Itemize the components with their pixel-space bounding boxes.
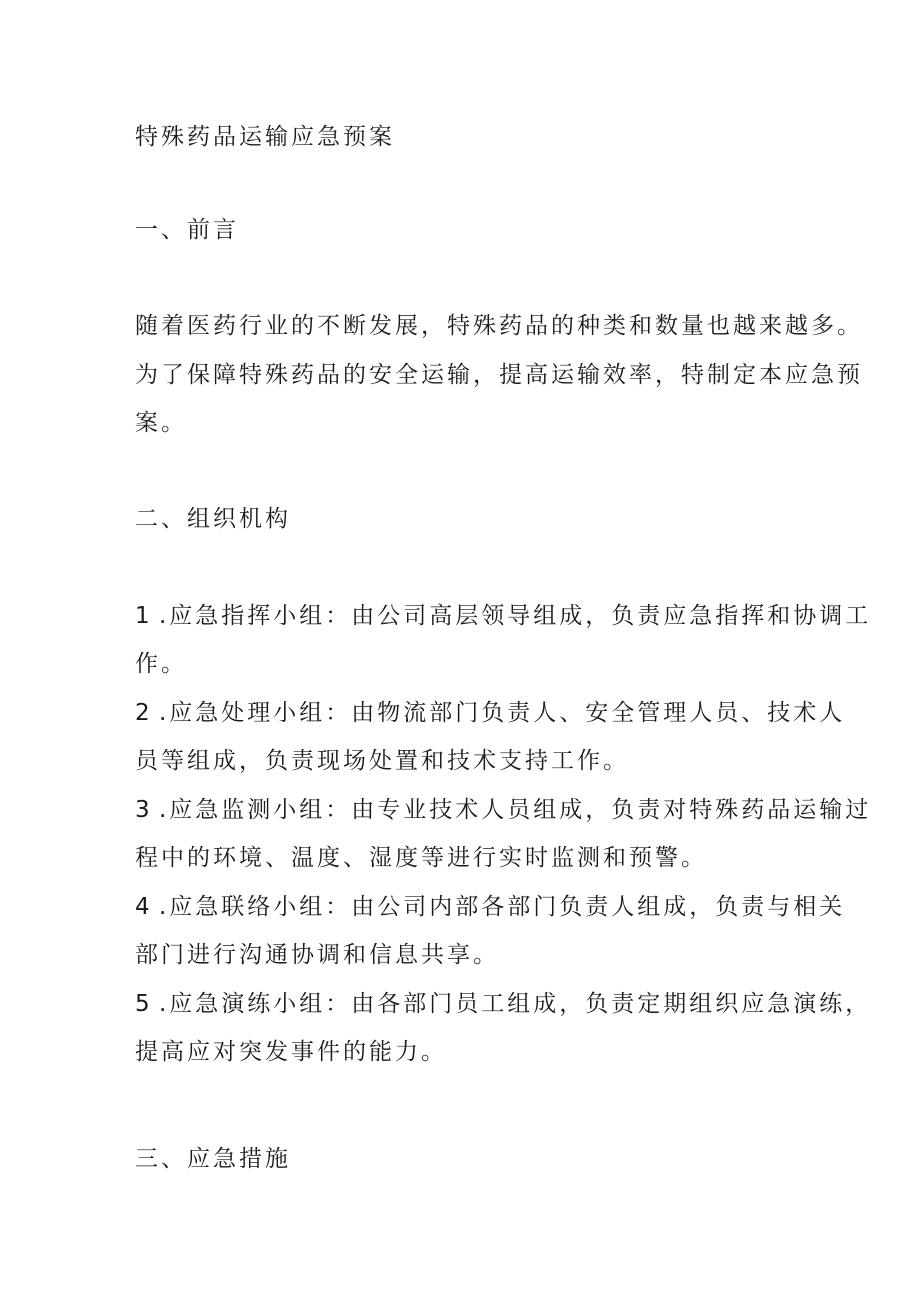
preface-paragraph-line: 随着医药行业的不断发展，特殊药品的种类和数量也越来越多。 — [135, 313, 863, 339]
list-item-number: 3 — [135, 797, 150, 823]
section-heading-preface: 一、前言 — [135, 217, 239, 243]
list-item-text: .应急监测小组：由专业技术人员组成，负责对特殊药品运输过 — [159, 797, 872, 823]
org-list-item-continuation: 提高应对突发事件的能力。 — [135, 1039, 447, 1065]
list-item-number: 1 — [135, 603, 150, 629]
document-title: 特殊药品运输应急预案 — [135, 124, 395, 150]
section-heading-organization: 二、组织机构 — [135, 506, 291, 532]
list-item-text: .应急指挥小组：由公司高层领导组成，负责应急指挥和协调工 — [159, 603, 872, 629]
section-heading-measures: 三、应急措施 — [135, 1146, 291, 1172]
org-list-item — [135, 892, 845, 922]
org-list-item-continuation: 部门进行沟通协调和信息共享。 — [135, 942, 499, 968]
list-item-text: .应急演练小组：由各部门员工组成，负责定期组织应急演练， — [159, 991, 872, 1017]
list-item-text: .应急联络小组：由公司内部各部门负责人组成，负责与相关 — [159, 894, 846, 920]
org-list-item — [135, 989, 871, 1019]
org-list-item — [135, 795, 871, 825]
preface-paragraph-line: 为了保障特殊药品的安全运输，提高运输效率，特制定本应急预 — [135, 362, 863, 388]
list-item-text: .应急处理小组：由物流部门负责人、安全管理人员、技术人 — [159, 700, 846, 726]
org-list-item — [135, 698, 845, 728]
preface-paragraph-line: 案。 — [135, 410, 187, 436]
org-list-item — [135, 601, 871, 631]
list-item-number: 4 — [135, 894, 150, 920]
org-list-item-continuation: 作。 — [135, 651, 187, 677]
list-item-number: 2 — [135, 700, 150, 726]
list-item-number: 5 — [135, 991, 150, 1017]
org-list-item-continuation: 员等组成，负责现场处置和技术支持工作。 — [135, 748, 629, 774]
org-list-item-continuation: 程中的环境、温度、湿度等进行实时监测和预警。 — [135, 845, 707, 871]
